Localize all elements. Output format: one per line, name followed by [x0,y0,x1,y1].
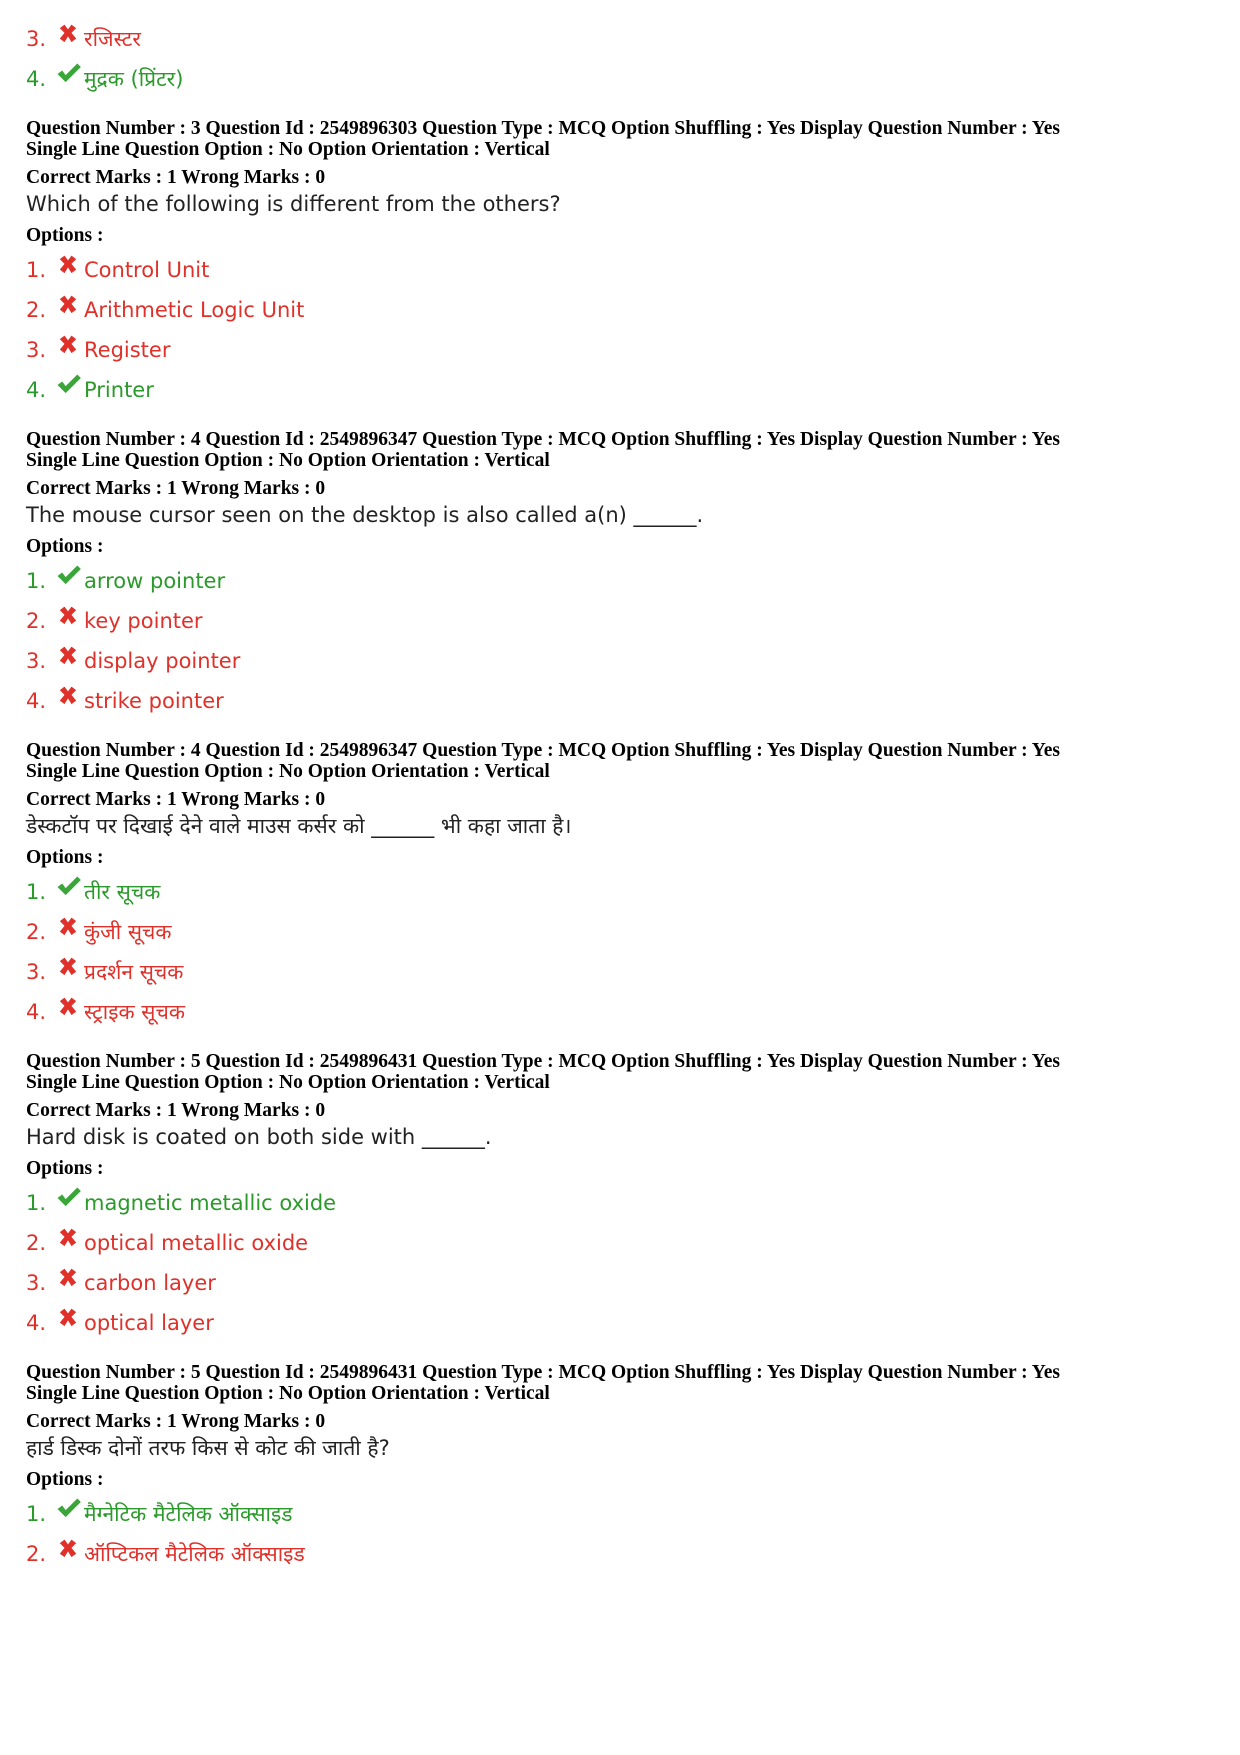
cross-icon [54,1224,82,1252]
option-text: magnetic metallic oxide [84,1191,337,1215]
option-number: 1. [26,1191,47,1215]
options-label: Options : [26,1158,104,1179]
option-row [26,1493,1214,1533]
previous-question-options [26,18,1214,98]
option-number: 4. [26,378,47,402]
option-number: 2. [26,298,47,322]
option-number: 3. [26,649,47,673]
option-text: मैग्नेटिक मैटेलिक ऑक्साइड [84,1502,293,1526]
question-text: डेस्कटॉप पर दिखाई देने वाले माउस कर्सर को ______ भी कहा जाता है। [26,814,572,838]
question-block [26,1342,1214,1573]
option-text: arrow pointer [84,569,226,593]
cross-icon [54,1535,82,1563]
option-row [26,1182,1214,1222]
check-icon [54,1495,82,1523]
option-text: optical layer [84,1311,214,1335]
option-number: 1. [26,569,47,593]
cross-icon [54,291,82,319]
option-text: display pointer [84,649,241,673]
question-text: The mouse cursor seen on the desktop is also called a(n) ______. [26,503,704,527]
question-block [26,409,1214,720]
option-number: 2. [26,1231,47,1255]
option-text: मुद्रक (प्रिंटर) [84,67,184,91]
option-text: ऑप्टिकल मैटेलिक ऑक्साइड [84,1542,305,1566]
option-text: strike pointer [84,689,224,713]
question-text: Which of the following is different from the others? [26,192,561,216]
option-text: स्ट्राइक सूचक [84,1000,185,1024]
option-number: 1. [26,258,47,282]
option-number: 3. [26,1271,47,1295]
option-row [26,289,1214,329]
option-number: 3. [26,960,47,984]
option-row [26,1262,1214,1302]
option-row [26,600,1214,640]
question-meta-line1: Question Number : 3 Question Id : 2549896303 Question Type : MCQ Option Shuffling : Yes Display Question Number : Yes [26,118,1060,139]
option-row [26,249,1214,289]
option-row [26,560,1214,600]
cross-icon [54,331,82,359]
option-number: 4. [26,1000,47,1024]
option-text: optical metallic oxide [84,1231,309,1255]
question-block [26,720,1214,1031]
option-text: रजिस्टर [84,27,141,51]
cross-icon [54,602,82,630]
options-label: Options : [26,225,104,246]
question-meta-line2: Single Line Question Option : No Option Orientation : Vertical [26,139,550,160]
question-marks: Correct Marks : 1 Wrong Marks : 0 [26,789,326,810]
cross-icon [54,20,82,48]
question-marks: Correct Marks : 1 Wrong Marks : 0 [26,478,326,499]
option-row [26,369,1214,409]
option-row [26,1222,1214,1262]
question-meta-line2: Single Line Question Option : No Option Orientation : Vertical [26,761,550,782]
option-text: Arithmetic Logic Unit [84,298,305,322]
question-meta-line2: Single Line Question Option : No Option Orientation : Vertical [26,1072,550,1093]
check-icon [54,1184,82,1212]
question-meta-line2: Single Line Question Option : No Option Orientation : Vertical [26,1383,550,1404]
option-number: 2. [26,1542,47,1566]
option-row [26,680,1214,720]
option-row [26,991,1214,1031]
question-marks: Correct Marks : 1 Wrong Marks : 0 [26,1100,326,1121]
option-number: 4. [26,1311,47,1335]
question-meta-line1: Question Number : 4 Question Id : 2549896347 Question Type : MCQ Option Shuffling : Yes Display Question Number : Yes [26,740,1060,761]
option-text: carbon layer [84,1271,216,1295]
cross-icon [54,993,82,1021]
check-icon [54,371,82,399]
question-marks: Correct Marks : 1 Wrong Marks : 0 [26,167,326,188]
option-row [26,1533,1214,1573]
question-list [26,98,1214,1573]
option-row [26,18,1214,58]
option-row [26,871,1214,911]
cross-icon [54,251,82,279]
option-number: 4. [26,67,47,91]
option-text: प्रदर्शन सूचक [84,960,184,984]
option-number: 2. [26,609,47,633]
option-text: Printer [84,378,154,402]
question-marks: Correct Marks : 1 Wrong Marks : 0 [26,1411,326,1432]
cross-icon [54,1264,82,1292]
question-meta-line1: Question Number : 5 Question Id : 2549896431 Question Type : MCQ Option Shuffling : Yes Display Question Number : Yes [26,1362,1060,1383]
cross-icon [54,682,82,710]
option-number: 1. [26,1502,47,1526]
check-icon [54,562,82,590]
options-label: Options : [26,1469,104,1490]
option-row [26,329,1214,369]
question-meta-line2: Single Line Question Option : No Option Orientation : Vertical [26,450,550,471]
option-row [26,951,1214,991]
option-text: कुंजी सूचक [84,920,172,944]
option-number: 3. [26,27,47,51]
options-label: Options : [26,847,104,868]
option-number: 3. [26,338,47,362]
question-block [26,1031,1214,1342]
option-number: 1. [26,880,47,904]
check-icon [54,873,82,901]
cross-icon [54,642,82,670]
option-row [26,58,1214,98]
question-meta-line1: Question Number : 5 Question Id : 2549896431 Question Type : MCQ Option Shuffling : Yes Display Question Number : Yes [26,1051,1060,1072]
check-icon [54,60,82,88]
cross-icon [54,953,82,981]
option-number: 4. [26,689,47,713]
question-text: हार्ड डिस्क दोनों तरफ किस से कोट की जाती है? [26,1436,390,1460]
question-meta-line1: Question Number : 4 Question Id : 2549896347 Question Type : MCQ Option Shuffling : Yes Display Question Number : Yes [26,429,1060,450]
cross-icon [54,1304,82,1332]
options-label: Options : [26,536,104,557]
option-row [26,911,1214,951]
option-row [26,1302,1214,1342]
question-text: Hard disk is coated on both side with ______. [26,1125,492,1149]
cross-icon [54,913,82,941]
option-text: तीर सूचक [84,880,161,904]
option-text: Control Unit [84,258,210,282]
question-block [26,98,1214,409]
option-text: key pointer [84,609,203,633]
option-row [26,640,1214,680]
option-number: 2. [26,920,47,944]
option-text: Register [84,338,171,362]
